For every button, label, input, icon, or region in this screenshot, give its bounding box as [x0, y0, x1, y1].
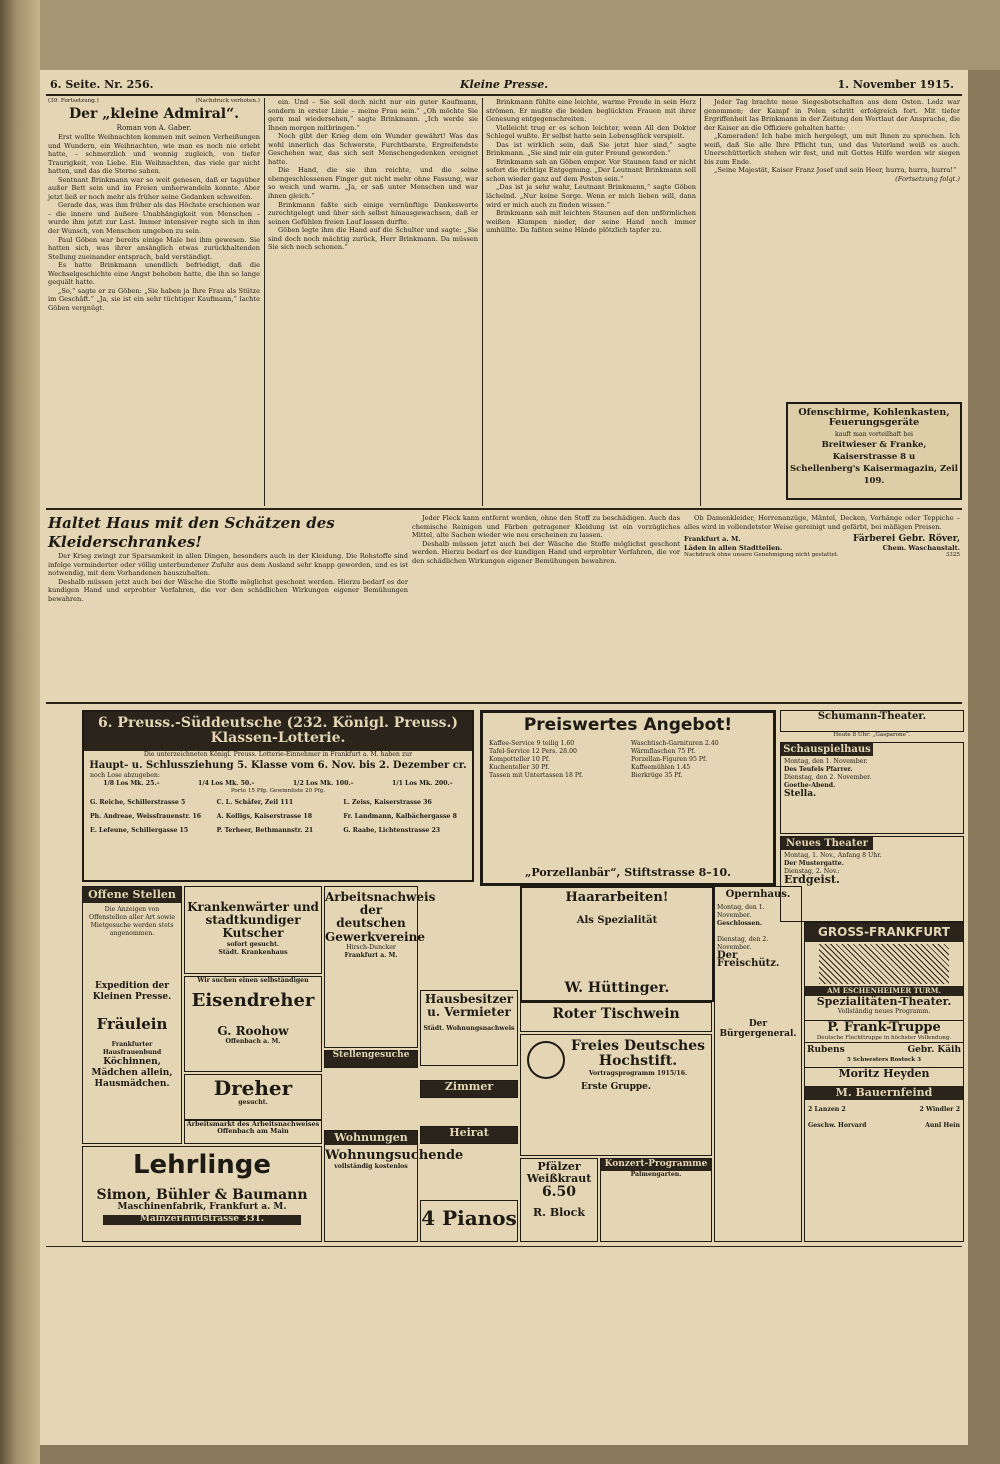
- lottery-seller: Fr. Landmann, Kalbächergasse 8: [343, 812, 457, 820]
- konzert-ad: [600, 1158, 712, 1242]
- porzellan-list-left: [489, 740, 625, 780]
- schauspielhaus-program: [781, 756, 963, 800]
- laundry-paragraph: Deshalb müssen jetzt auch bei der Wäsche die Stoffe möglichst geschont werden. Hierzu bedarf es der kundigen Hand und erprobter Verfahren, die vor den schädlichen Wirkungen eigener Bemühungen bewahren.: [412, 539, 680, 565]
- koechinnen: Köchinnen, Mädchen allein, Hausmädchen.: [91, 1057, 173, 1090]
- program-line: Dienstag, den 2. November.: [717, 936, 769, 951]
- laundry-firm: Färberei Gebr. Röver,: [852, 534, 960, 545]
- hochstift-sub: Vortragsprogramm 1915/16.: [588, 1069, 688, 1077]
- to-be-continued: (Fortsetzung folgt.): [895, 174, 960, 183]
- offene-stellen-ad: [82, 886, 182, 1144]
- serial-paragraph: Die Hand, die sie ihm reichte, und die seine ebengeschlossenen Finger gut nicht mehr ohne Fassung, war so weich und warm. „Ja, er saß unter Menschen und war ihnen gleich.“: [268, 166, 478, 201]
- konzert-sub: Palmengarten.: [630, 1170, 682, 1178]
- krankenwaerter-sub: sofort gesucht.: [226, 940, 280, 948]
- gf-act: 2 Lanzen 2: [808, 1106, 846, 1114]
- serial-paragraph: Göben legte ihm die Hand auf die Schulter und sagte: „Sie sind doch noch mächtig zurück, Herr Brinkmann. Da müssen Sie sich noch schonen.“: [268, 226, 478, 252]
- scan-top-margin: [0, 0, 1000, 70]
- pianos-ad: [420, 1200, 518, 1242]
- newspaper-page: [40, 70, 968, 1445]
- zimmer-header: [420, 1080, 518, 1098]
- program-line: Goethe-Abend.: [784, 782, 836, 789]
- ofenschirme-line: kauft man vorteilhaft bei: [835, 430, 913, 438]
- gf-act: 2 Windler 2: [919, 1106, 960, 1114]
- hochstift-ad: [520, 1034, 712, 1156]
- weisskraut-title: Pfälzer Weißkraut: [526, 1160, 592, 1186]
- neues-theater-program: [781, 850, 963, 886]
- serial-paragraph: Brinkmann faßte sich einige vernünftige Dankesworte zurechtgelegt und über sich selbst hinausgewachsen, daß er seinen Gefühlen freien Lauf lassen durfte.: [268, 200, 478, 226]
- lottery-price: 1/4 Los Mk. 50.–: [198, 779, 255, 787]
- schumann-theater: [780, 710, 964, 732]
- program-line: Der Freischütz.: [717, 950, 780, 969]
- laundry-headline: Haltet Haus mit den Schätzen des Kleiderschrankes!: [48, 514, 335, 551]
- fraeulein-heading: Fräulein: [96, 1015, 168, 1034]
- schumann-sub: Heute 8 Uhr: „Gasparone“.: [833, 732, 911, 738]
- lottery-seller: C. L. Schäfer, Zeil 111: [216, 798, 294, 806]
- gf-act: Aunl Hein: [925, 1122, 960, 1130]
- page-number: 6. Seite. Nr. 256.: [50, 78, 154, 91]
- porzellan-item: Bierkrüge 35 Pf.: [631, 771, 683, 779]
- schauspielhaus-title: Schauspielhaus: [781, 743, 873, 756]
- porzellan-item: Tassen mit Untertassen 18 Pf.: [489, 771, 584, 779]
- gewerkvereine-ad: [324, 886, 436, 1048]
- laundry-city: Frankfurt a. M.: [684, 535, 741, 544]
- haararbeiten-title: Haararbeiten!: [565, 890, 669, 905]
- serial-paragraph: Das ist wirklich sein, daß Sie jetzt hier sind,“ sagte Brinkmann. „Sie sind mir ein guter Freund geworden.“: [486, 140, 696, 158]
- hausfrauenbund: Frankfurter Hausfrauenbund: [102, 1041, 162, 1057]
- lehrlinge-addr: Mainzerlandstrasse 331.: [103, 1215, 301, 1225]
- opernhaus-ad: [714, 886, 802, 1242]
- porzellan-item: Wärmflaschen 75 Pf.: [631, 747, 696, 755]
- stellengesuche-header: [324, 1050, 418, 1068]
- tischwein-title: Roter Tischwein: [552, 1006, 680, 1022]
- serial-column-2: [268, 98, 478, 504]
- serial-column-1: [48, 98, 260, 504]
- lottery-seller: P. Terheer, Bethmannstr. 21: [216, 826, 314, 834]
- laundry-paragraph: Ob Damenkleider, Herrenanzüge, Mäntel, Decken, Vorhänge oder Teppiche – alles wird in vollendetster Weise gereinigt und gefärbt, bei mäßigen Preisen.: [684, 514, 960, 531]
- buergergeneral-title: Der Bürgergeneral.: [719, 1019, 797, 1039]
- section-rule: [46, 508, 962, 510]
- gf-heyden: Moritz Heyden: [805, 1067, 963, 1080]
- schumann-title: Schumann-Theater.: [817, 711, 927, 722]
- arbeitsmarkt-ad: [184, 1120, 322, 1144]
- lehrlinge-title: Lehrlinge: [132, 1150, 272, 1180]
- lehrlinge-sub: Maschinenfabrik, Frankfurt a. M.: [117, 1201, 287, 1212]
- porzellan-item: Kuchenteller 30 Pf.: [489, 763, 550, 771]
- laundry-paragraph: Der Krieg zwingt zur Sparsamkeit in allen Dingen, besonders auch in der Kleidung. Die Rohstoffe sind infolge verminderter oder völlig unterbundener Zufuhr aus dem Ausland sehr knapp geworden, und es ist notwendig, mit dem Vorhandenen hauszuhalten.: [48, 552, 408, 578]
- opernhaus-title: Opernhaus.: [725, 889, 791, 900]
- lottery-line: Die unterzeichneten Königl. Preuss. Lotterie-Einnehmer in Frankfurt a. M. haben zur: [143, 750, 413, 758]
- wohnungen-sub: Wohnungsuchende: [325, 1148, 464, 1164]
- porzellan-title: Preiswertes Angebot!: [523, 715, 733, 735]
- serial-paragraph: „Kameraden! Ich habe mich hergelegt, um mit Ihnen zu sprechen. Ich weiß, daß Sie alle Ihre Pflicht tun, und das Vaterland weiß es auch. Unerschütterlich stehen wir fest, und mit Gottes Hilfe werden wir siegen bis zum Ende.: [704, 132, 960, 166]
- laundry-column-3: [684, 514, 960, 699]
- book-binding: [0, 0, 40, 1464]
- gf-title: GROSS-FRANKFURT: [805, 923, 963, 942]
- porzellan-list-right: [631, 740, 767, 780]
- program-line: Erdgeist.: [784, 873, 840, 886]
- pianos-title: 4 Pianos: [421, 1206, 517, 1230]
- laundry-sub: Chem. Waschanstalt.: [882, 543, 960, 552]
- krankenwaerter-ad: [184, 886, 322, 974]
- gross-frankfurt-ad: [804, 922, 964, 1242]
- serial-paragraph: Es hatte Brinkmann unendlich befriedigt, daß die Wechselgeschichte eine Angst behoben hatte, die ihn so lange gequält hatte.: [48, 261, 260, 287]
- krankenwaerter-foot: Städt. Krankenhaus: [218, 948, 288, 956]
- offene-stellen-text: Die Anzeigen von Offenstellen aller Art sowie Mietgesuche werden stets angenommen.: [89, 906, 175, 938]
- weisskraut-ad: [520, 1158, 598, 1242]
- lehrlinge-ad: [82, 1146, 322, 1242]
- serial-paragraph: „Das ist ja sehr wahr, Leutnant Brinkmann,“ sagte Göben lächelnd. „Nur keine Sorge. Wenn er mich lieben will, dann wird er mich auch zu finden wissen.“: [486, 183, 696, 209]
- haararbeiten-ad: [520, 886, 714, 1002]
- lottery-price: 1/1 Los Mk. 200.–: [392, 779, 453, 787]
- dreher-ad: [184, 1074, 322, 1120]
- header-rule: [46, 94, 962, 96]
- serial-paragraph: Sentnant Brinkmann war so weit genesen, daß er tagsüber außer Bett sein und im Freien umherwandeln konnte. Aber jetzt ließ er noch mehr als früher seine Gedanken schweifen.: [48, 175, 260, 201]
- schauspielhaus-ad: [780, 742, 964, 834]
- program-line: Montag, den 1. November.: [717, 904, 765, 919]
- krankenwaerter-title: Krankenwärter und stadtkundiger Kutscher: [187, 900, 319, 941]
- heirat-header: [420, 1126, 518, 1144]
- gewerkvereine-sub: Hirsch-Duncker: [346, 943, 396, 951]
- lottery-seller: G. Raabe, Lichtenstrasse 23: [343, 826, 441, 834]
- serial-paragraph: Vielleicht trug er es schon leichter, wenn All den Doktor Schlegel wußte. Er selbst hatte sein Lebensglück verspielt.: [486, 123, 696, 141]
- gewerkvereine-city: Frankfurt a. M.: [344, 951, 398, 959]
- lottery-seller: G. Reiche, Schillerstrasse 5: [90, 798, 186, 806]
- theater-building-icon: [819, 944, 949, 984]
- hausbesitzer-sub: Städt. Wohnungsnachweis: [423, 1025, 515, 1033]
- serial-paragraph: Brinkmann fühlte eine leichte, warme Freude in sein Herz strömen. Er mußte die beiden beglückten Frauen mit ihrer Genesung entgegenschreiten.: [486, 98, 696, 124]
- ofenschirme-ad: [786, 402, 962, 500]
- porzellan-item: Porzellan-Figuren 95 Pf.: [631, 755, 708, 763]
- heirat-title: Heirat: [449, 1126, 489, 1139]
- program-line: Montag, den 1. November.: [784, 758, 868, 765]
- lottery-seller: A. Kolligs, Kaiserstrasse 18: [216, 812, 313, 820]
- konzert-title: Konzert-Programme: [601, 1159, 711, 1171]
- column-rule: [264, 98, 265, 506]
- tischwein-ad: [520, 1002, 712, 1032]
- hochstift-group: Erste Gruppe.: [580, 1081, 652, 1092]
- porzellan-item: Kompotteller 10 Pf.: [489, 755, 550, 763]
- eisendreher-firm: G. Roohow: [217, 1023, 289, 1038]
- gf-act: 5 Schwesters Rostock 3: [846, 1057, 922, 1064]
- gf-program: Vollständig neues Programm.: [837, 1007, 931, 1015]
- gf-act: Gebr. Käih: [907, 1045, 961, 1056]
- serial-paragraph: „So,“ sagte er zu Göben: „Sie haben ja Ihre Frau als Stütze im Geschäft.“ „Ja, sie ist ein sehr tüchtiger Kaufmann,“ lachte Göben vergnügt.: [48, 286, 260, 312]
- ofenschirme-line: Breitwieser & Franke, Kaiserstrasse 8 u: [821, 439, 927, 462]
- lottery-title: 6. Preuss.-Süddeutsche (232. Königl. Preuss.) Klassen-Lotterie.: [84, 712, 472, 751]
- program-line: Montag, 1. Nov., Anfang 8 Uhr.: [784, 852, 882, 859]
- lottery-line: noch Lose abzugeben:: [90, 771, 160, 779]
- lottery-prices: [84, 780, 472, 788]
- porzellan-ad: [480, 710, 776, 886]
- serial-paragraph: ein. Und – Sie soll doch nicht nur ein guter Kaufmann, sondern in erster Linie – meine Frau sein.“ „Oh möchte Sie gern mal wiedersehen,“ sagte Brinkmann. „Ich werde sie Ihnen morgen mitbringen.“: [268, 98, 478, 132]
- haararbeiten-spec: Als Spezialität: [576, 915, 658, 927]
- porzellan-item: Kaffee-Service 9 teilig 1.60: [489, 739, 575, 747]
- neues-theater-title: Neues Theater: [781, 837, 873, 850]
- serial-paragraph: Brinkmann sah an Göben empor. Vor Staunen fand er nicht sofort die richtige Entgegnung. „Der Leutnant Brinkmann soll schon wieder ganz auf dem Posten sein.“: [486, 157, 696, 183]
- stellengesuche-title: Stellengesuche: [332, 1050, 410, 1060]
- neues-theater-ad: [780, 836, 964, 922]
- program-line: Geschlossen.: [717, 920, 763, 927]
- porzellan-item: Kaffeemühlen 1.45: [631, 763, 691, 771]
- dreher-title: Dreher: [213, 1076, 293, 1100]
- lottery-price: 1/2 Los Mk. 100.–: [292, 779, 354, 787]
- lottery-seller: E. Lefeune, Schillergasse 15: [90, 826, 189, 834]
- eisendreher-city: Offenbach a. M.: [225, 1037, 281, 1045]
- wohnungen-line: vollständig kostenlos: [334, 1163, 408, 1171]
- arbeitsmarkt-title: Arbeitsmarkt des Arbeitsnachweises Offenbach am Main: [186, 1120, 320, 1135]
- program-line: Dienstag, 2. Nov.:: [784, 868, 840, 875]
- laundry-shops: Läden in allen Stadtteilen.: [684, 543, 783, 552]
- hochstift-emblem-icon: [527, 1041, 565, 1079]
- gewerkvereine-title: Arbeitsnachweis der deutschen Gewerkvereine: [325, 890, 436, 944]
- program-line: Der Mustergatte.: [784, 860, 844, 867]
- weisskraut-firm: R. Block: [533, 1205, 585, 1219]
- hausbesitzer-title: Hausbesitzer u. Vermieter: [424, 992, 514, 1020]
- gf-bauernfeind: M. Bauernfeind: [805, 1086, 963, 1100]
- masthead: Kleine Presse.: [460, 78, 549, 91]
- bottom-rule: [46, 1246, 962, 1247]
- program-line: Des Teufels Pfarrer.: [784, 766, 853, 773]
- lottery-porto: Porto 15 Pfg. Gewinnliste 20 Pfg.: [230, 787, 326, 794]
- serial-column-3: [486, 98, 696, 504]
- serial-title: Der „kleine Admiral“.: [68, 106, 240, 122]
- lottery-ad: [82, 710, 474, 882]
- gf-act: Geschw. Horvard: [808, 1122, 867, 1130]
- eisendreher-pre: Wir suchen einen selbständigen: [197, 977, 309, 984]
- porzellan-footer: „Porzellanbär“, Stiftstrasse 8–10.: [525, 865, 731, 879]
- eisendreher-title: Eisendreher: [191, 990, 315, 1011]
- wohnungen-title: Wohnungen: [325, 1131, 417, 1145]
- laundry-paragraph: Deshalb müssen jetzt auch bei der Wäsche die Stoffe möglichst geschont werden. Hierzu bedarf es der kundigen Hand und erprobter Verfahren, die vor den schädlichen Wirkungen eigener Bemühungen bewahren.: [48, 577, 408, 603]
- serial-column-4: [704, 98, 960, 398]
- ofenschirme-line: Schellenberg's Kaisermagazin, Zeil 109.: [789, 463, 959, 486]
- column-rule: [700, 98, 701, 506]
- lottery-seller: L. Zeiss, Kaiserstrasse 36: [343, 798, 432, 806]
- lehrlinge-firm: Simon, Bühler & Baumann: [96, 1186, 308, 1203]
- hausbesitzer-ad: [420, 990, 518, 1066]
- eisendreher-ad: [184, 976, 322, 1072]
- laundry-column-2: [412, 514, 680, 699]
- laundry-footer: Nachdruck ohne unsere Genehmigung nicht gestattet.: [684, 552, 839, 559]
- wohnungen-ad: [324, 1130, 464, 1242]
- issue-date: 1. November 1915.: [837, 78, 954, 91]
- episode-number: (39. Fortsetzung.): [48, 98, 99, 104]
- program-line: Stella.: [784, 789, 817, 799]
- serial-paragraph: Gerade das, was ihm früher als das Höchste erschienen war – die innere und äußere Unabhängigkeit von Menschen – wurde ihm jetzt zur Last. Immer intensiver regte sich in ihm der Wunsch, von Menschen umgeben zu sein.: [48, 201, 260, 236]
- laundry-column-1: [48, 514, 408, 699]
- lottery-sellers: [84, 795, 472, 839]
- program-line: Dienstag, den 2. November.: [784, 774, 872, 781]
- lottery-draw: Haupt- u. Schlussziehung 5. Klasse vom 6. Nov. bis 2. Dezember cr.: [89, 759, 467, 771]
- porzellan-item: Tafel-Service 12 Pers. 28.00: [489, 747, 577, 755]
- serial-paragraph: Erst wollte Weihnachten kommen mit seinen Verheißungen und Wundern, ein Weihnachten, wie man es noch nie erlebt hatte, – schmerzlich und wonnig zugleich, von tiefer Traurigkeit, von Liebe. Ein Weihnachten, das viele gar nicht hatten, und das die Sterne sahen.: [48, 133, 260, 176]
- dreher-sub: gesucht.: [238, 1099, 268, 1106]
- laundry-paragraph: Jeder Fleck kann entfernt werden, ohne den Stoff zu beschädigen. Auch das chemische Reinigen und Färben getragener Kleidung ist ein vorzügliches Mittel, alte Sachen wieder wie neu erscheinen zu lassen.: [412, 514, 680, 540]
- gf-troupe-sub: Deutsche Flechttruppe in höchster Vollendung.: [816, 1035, 952, 1042]
- opernhaus-program: [715, 902, 801, 970]
- porzellan-item: Waschtisch-Garnituren 2.40: [631, 739, 719, 747]
- gf-location: AM ESCHENHEIMER TURM.: [805, 986, 963, 996]
- gf-spez: Spezialitäten-Theater.: [816, 994, 952, 1008]
- section-rule: [46, 702, 962, 704]
- serial-paragraph: Jeder Tag brachte neue Siegesbotschaften aus dem Osten. Lodz war genommen; der Kampf in Polen schritt erfolgreich fort. Mit tiefer Ergriffenheit las Brinkmann in der Zeitung den Wortlaut der Ansprache, die der Kaiser an die Offiziere gehalten hatte:: [704, 98, 960, 132]
- gf-act: Rubens: [807, 1045, 845, 1056]
- serial-paragraph: Brinkmann sah mit leichten Staunen auf den unförmlichen weißen Klumpen nieder, der seine Hand noch immer umhüllte. Da faßten seine Hände plötzlich tapfer zu.: [486, 209, 696, 235]
- offene-stellen-title: Offene Stellen: [83, 887, 181, 903]
- lottery-seller: Ph. Andreae, Weissfrauenstr. 16: [90, 812, 202, 820]
- serial-author: Roman von A. Gaber.: [116, 124, 192, 132]
- zimmer-title: Zimmer: [444, 1080, 494, 1093]
- weisskraut-price: 6.50: [541, 1184, 577, 1201]
- reprint-notice: (Nachdruck verboten.): [195, 98, 260, 104]
- hochstift-title: Freies Deutsches Hochstift.: [570, 1038, 706, 1070]
- ofenschirme-title: Ofenschirme, Kohlenkasten, Feuerungsgeräte: [798, 407, 950, 429]
- haararbeiten-name: W. Hüttinger.: [564, 979, 670, 996]
- lottery-price: 1/8 Los Mk. 25.–: [103, 779, 160, 787]
- gf-troupe: P. Frank-Truppe: [805, 1020, 963, 1035]
- laundry-code: 3325: [945, 552, 960, 559]
- column-rule: [482, 98, 483, 506]
- serial-paragraph: „Seine Majestät, Kaiser Franz Josef und sein Heer, hurra, hurra, hurra!“: [714, 166, 957, 175]
- serial-paragraph: Noch gibt der Krieg dem ein Wunder gewährt! Was das wohl innerlich das Schwerste, Furchtbarste, Ergreifendste Geschehen war, das sich seit Menschengedenken ereignet hatte.: [268, 132, 478, 166]
- serial-paragraph: Paul Göben war bereits einige Male bei ihm gewesen. Sie hatten sich, was ihrer ansänglich etwas zurückhaltenden Stellung zueinander entsprach, bald verständigt.: [48, 235, 260, 261]
- expedition: Expedition der Kleinen Presse.: [92, 981, 172, 1003]
